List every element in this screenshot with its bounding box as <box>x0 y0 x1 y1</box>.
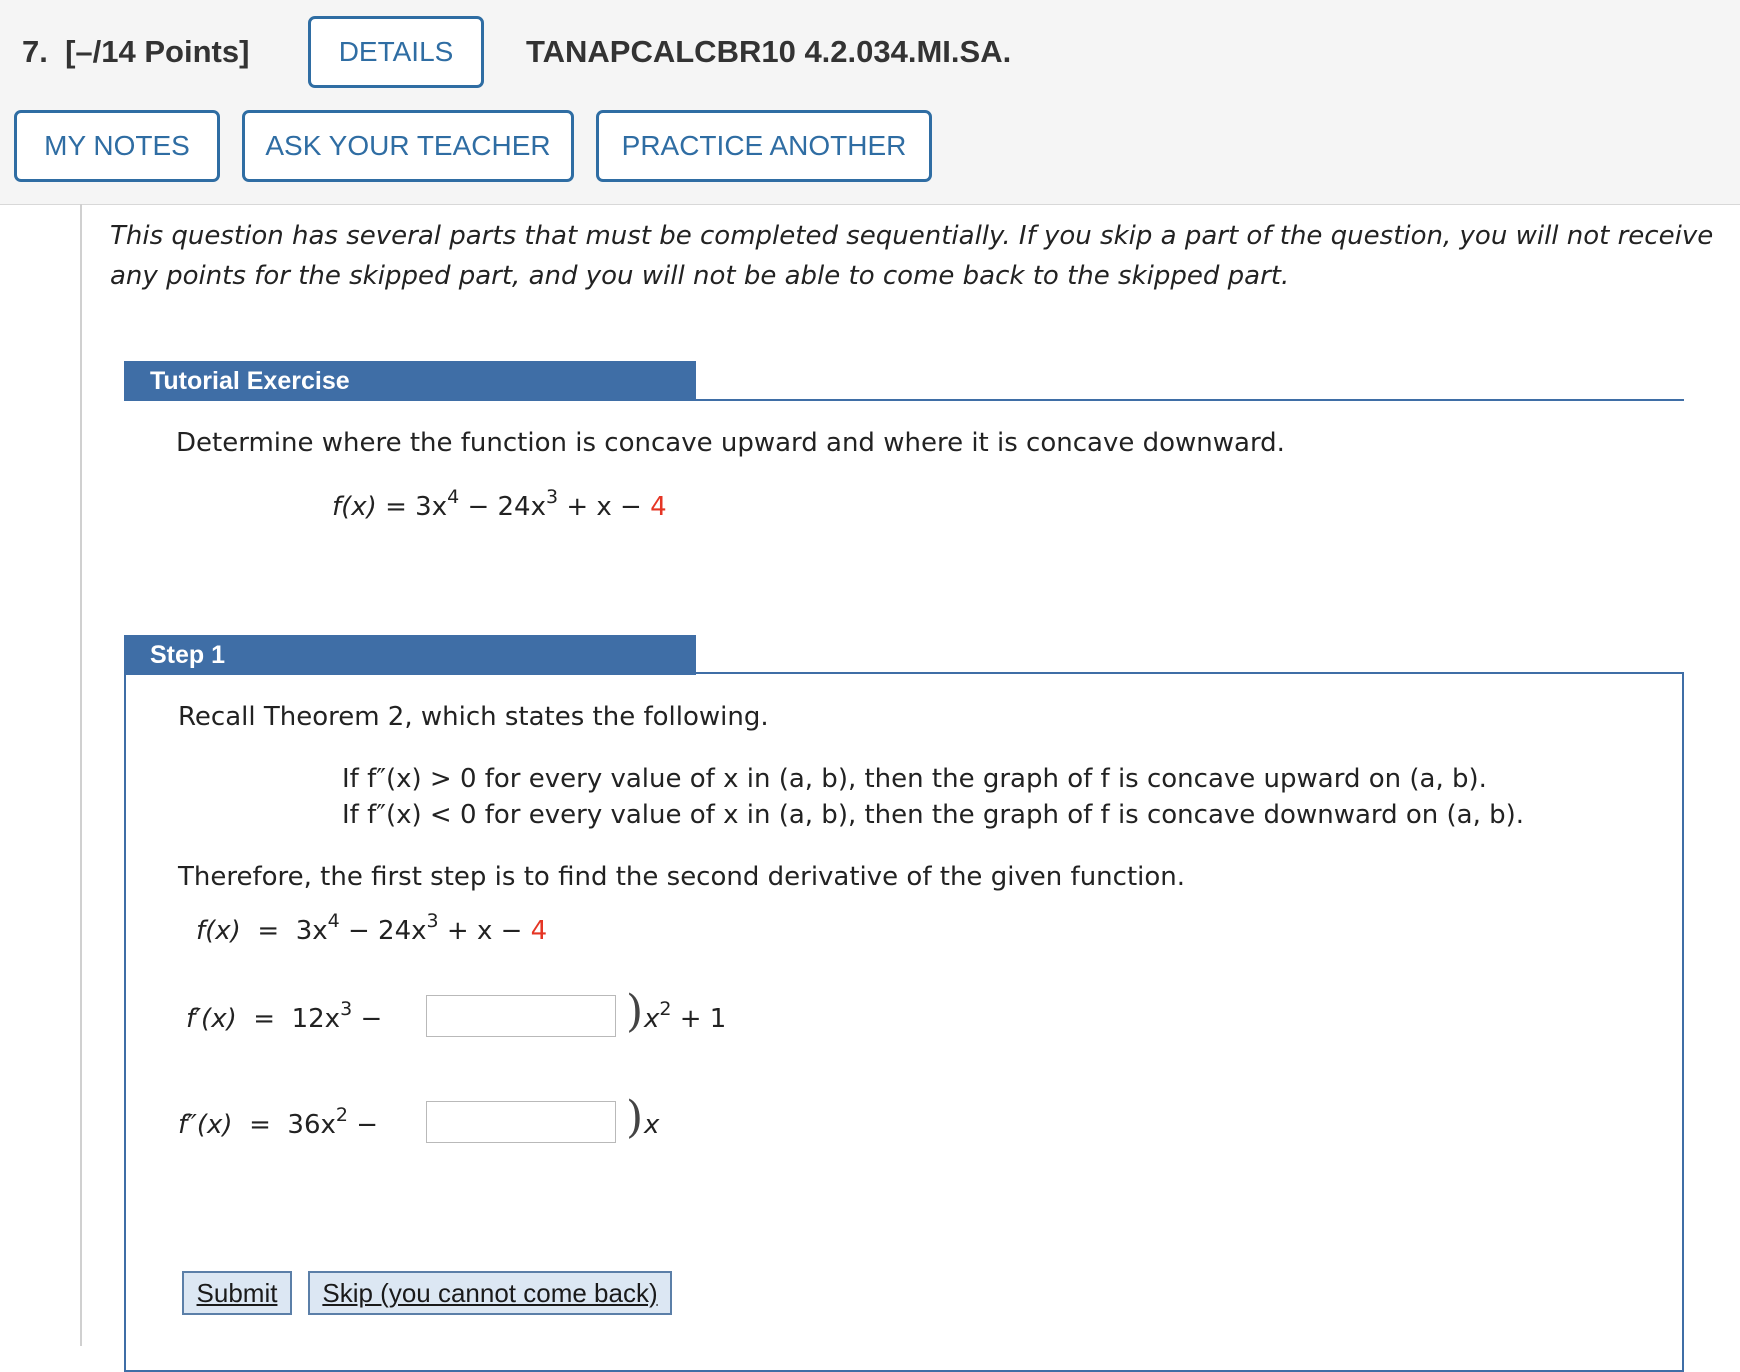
theorem-line-1: If f″(x) > 0 for every value of x in (a, b), then the graph of f is concave upward on (a, b). <box>342 764 1487 794</box>
f-equation: $f(x) = 3x^4 - 24x^3 + x - 4$ <box>196 910 548 946</box>
fdoubleprime-tail: x <box>644 1110 660 1140</box>
fprime-tail: $x^2 + 1$ <box>644 998 727 1034</box>
skip-button[interactable]: Skip (you cannot come back) <box>308 1271 672 1315</box>
tutorial-prompt: Determine where the function is concave upward and where it is concave downward. <box>176 428 1285 458</box>
recall-theorem-text: Recall Theorem 2, which states the following. <box>178 702 769 732</box>
fdoubleprime-equation: $f''(x) = 36x^2$ − <box>178 1104 379 1140</box>
my-notes-button[interactable]: MY NOTES <box>14 110 220 182</box>
fdoubleprime-coefficient-input[interactable] <box>426 1101 616 1143</box>
sequential-instructions: This question has several parts that must be completed sequentially. If you skip a part of the question, you will not receive any points for the skipped part, and you will not be able to come back to the skipped part. <box>110 221 1714 291</box>
fdoubleprime-close-paren: ) <box>626 1092 644 1143</box>
question-number: 7. [–/14 Points] <box>22 34 250 69</box>
submit-button[interactable]: Submit <box>182 1271 292 1315</box>
step-1-title: Step 1 <box>124 635 696 675</box>
fprime-equation: $f'(x) = 12x^3$ − <box>186 998 383 1034</box>
question-id: TANAPCALCBR10 4.2.034.MI.SA. <box>526 34 1012 69</box>
tutorial-exercise-title: Tutorial Exercise <box>124 361 696 401</box>
details-button[interactable]: DETAILS <box>308 16 484 88</box>
left-border <box>80 204 82 1346</box>
fprime-close-paren: ) <box>626 986 644 1037</box>
ask-your-teacher-button[interactable]: ASK YOUR TEACHER <box>242 110 574 182</box>
tutorial-divider <box>696 399 1684 401</box>
therefore-text: Therefore, the first step is to find the second derivative of the given function. <box>178 862 1186 892</box>
f-constant: 4 <box>530 916 548 946</box>
points-label: [–/14 Points] <box>65 34 250 69</box>
fprime-coefficient-input[interactable] <box>426 995 616 1037</box>
practice-another-button[interactable]: PRACTICE ANOTHER <box>596 110 932 182</box>
function-constant: 4 <box>650 492 667 522</box>
question-header <box>0 0 1740 205</box>
theorem-line-2: If f″(x) < 0 for every value of x in (a, b), then the graph of f is concave downward on (a, b). <box>342 800 1525 830</box>
function-definition: $f(x) = 3x^4 - 24x^3 + x - 4$ <box>332 486 667 522</box>
